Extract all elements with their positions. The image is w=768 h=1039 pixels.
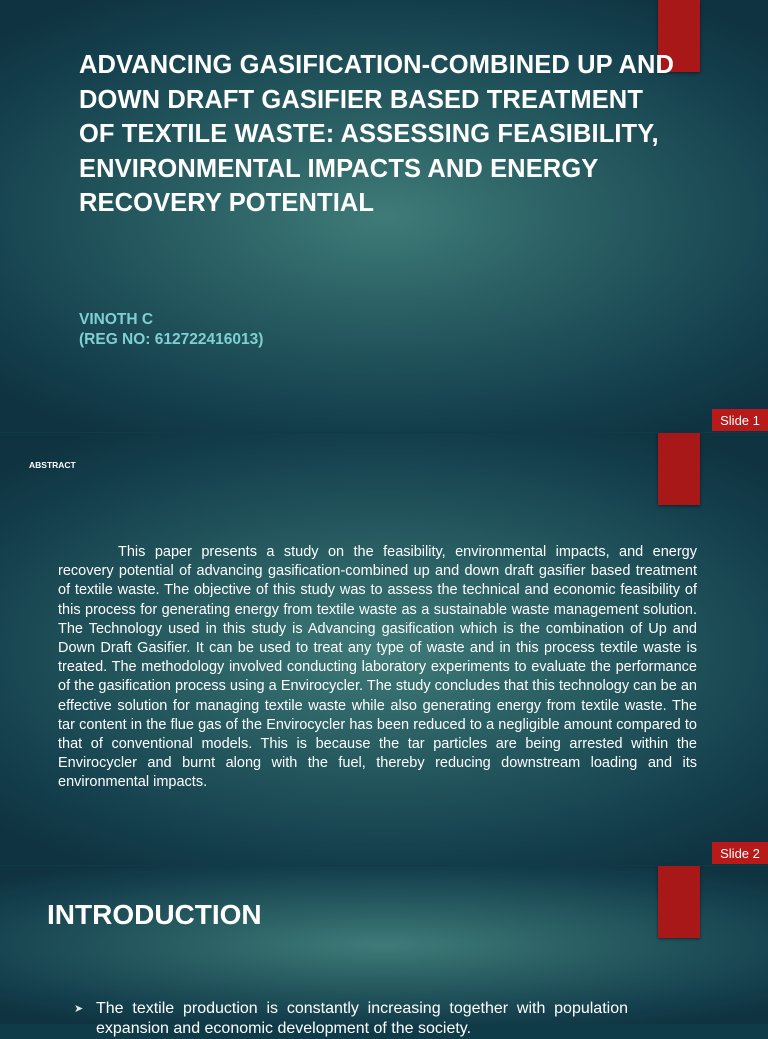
red-accent-bar xyxy=(658,866,700,938)
author-reg-no: (REG NO: 612722416013) xyxy=(79,330,264,348)
slide-title: ADVANCING GASIFICATION-COMBINED UP AND DOWN DRAFT GASIFIER BASED TREATMENT OF TEXTILE WASTE: ASSESSING FEASIBILITY, ENVIRONMENTAL IMPACTS AND ENERGY RECOVERY POTENTIAL xyxy=(79,51,675,218)
slide-number-label: Slide 2 xyxy=(712,842,768,864)
abstract-heading: ABSTRACT xyxy=(29,460,76,470)
slide-number-label: Slide 1 xyxy=(712,409,768,431)
arrowhead-bullet-icon: ➤ xyxy=(74,1003,84,1015)
slide-1 xyxy=(0,0,768,432)
author-block xyxy=(79,310,263,349)
slide-3 xyxy=(0,866,768,1037)
bullet-item xyxy=(76,999,628,1039)
bullet-text: The textile production is constantly increasing together with population expansion and economic development of the society. xyxy=(96,1000,628,1037)
red-accent-bar xyxy=(658,433,700,505)
author-name: VINOTH C xyxy=(79,311,154,328)
introduction-heading: INTRODUCTION xyxy=(47,899,262,930)
slide-2 xyxy=(0,433,768,865)
abstract-body: This paper presents a study on the feasibility, environmental impacts, and energy recovery potential of advancing gasification-combined up and down draft gasifier based treatment of textile waste. The objective of this study was to assess the technical and economic feasibility of this process for generating energy from textile waste as a sustainable waste management solution. The Technology used in this study is Advancing gasification which is the combination of Up and Down Draft Gasifier. It can be used to treat any type of waste and in this process textile waste is treated. The methodology involved conducting laboratory experiments to evaluate the performance of the gasification process using a Envirocycler. The study concludes that this technology can be an effective solution for managing textile waste while also generating energy from textile waste. The tar content in the flue gas of the Envirocycler has been reduced to a negligible amount compared to that of conventional models. This is because the tar particles are being arrested within the Envirocycler and burnt along with the fuel, thereby reducing downstream loading and its environmental impacts. xyxy=(58,544,697,791)
